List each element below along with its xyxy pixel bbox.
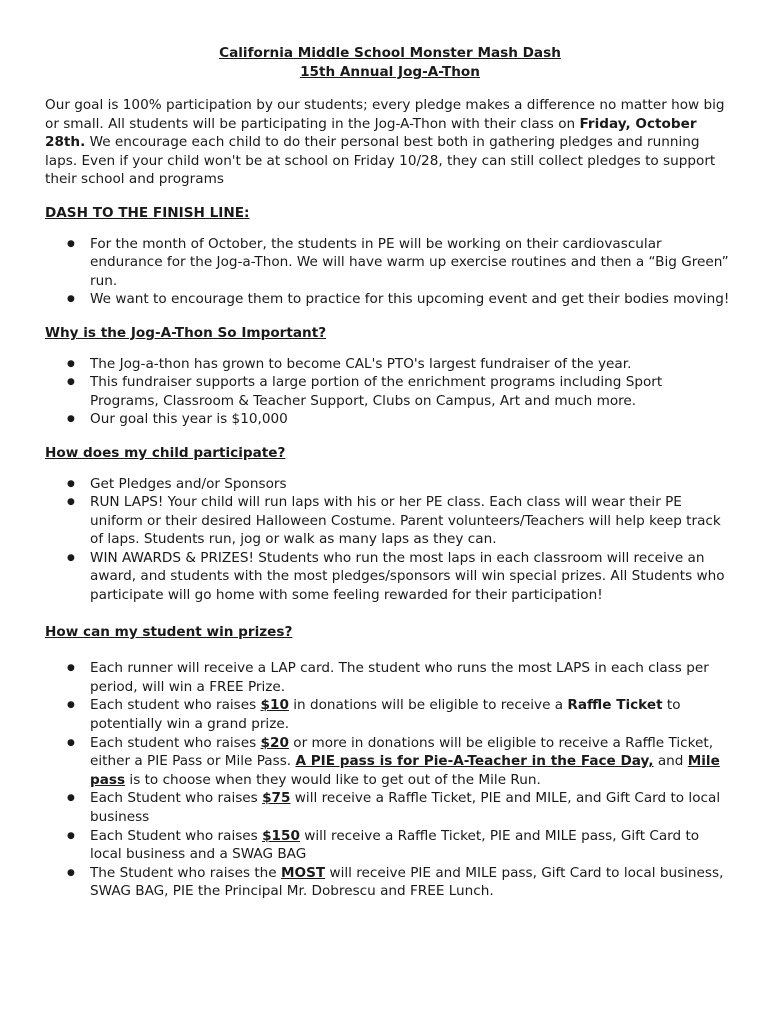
pie-pass-note: A PIE pass is for Pie-A-Teacher in the Face Day,: [295, 753, 654, 770]
document-subtitle: 15th Annual Jog-A-Thon: [300, 64, 480, 80]
dash-list: [45, 235, 735, 309]
raffle-ticket-label: Raffle Ticket: [567, 697, 663, 714]
prizes-heading: How can my student win prizes?: [45, 623, 293, 640]
prize-text: will receive a Raffle Ticket, PIE and MILE, and Gift Card to local business: [90, 790, 721, 825]
intro-paragraph: [45, 96, 735, 189]
prize-text: Each student who raises: [90, 734, 261, 751]
prize-text: Each Student who raises: [90, 790, 263, 807]
prize-text: Each Student who raises: [90, 827, 263, 844]
list-item: ● Get Pledges and/or Sponsors: [90, 475, 735, 494]
why-heading: Why is the Jog-A-Thon So Important?: [45, 324, 327, 341]
prize-text: Each student who raises: [90, 697, 261, 714]
list-item: [90, 789, 735, 826]
list-item: ● RUN LAPS! Your child will run laps with his or her PE class. Each class will wear their PE uniform or their desired Halloween Costume. Parent volunteers/Teachers will help keep track of laps. Students run, jog or walk as many laps as they can.: [90, 493, 735, 549]
prize-amount: $150: [262, 827, 300, 844]
how-list: [45, 475, 735, 605]
prize-text: The Student who raises the: [90, 864, 281, 881]
why-list: [45, 355, 735, 429]
prize-amount: $75: [262, 790, 291, 807]
list-item: ● Our goal this year is $10,000: [90, 410, 735, 429]
list-item: ● WIN AWARDS & PRIZES! Students who run the most laps in each classroom will receive an award, and students with the most pledges/sponsors will win special prizes. All Students who participate will go home with some feeling rewarded for their participation!: [90, 549, 735, 605]
document-title: California Middle School Monster Mash Dash: [219, 45, 561, 61]
list-item: [90, 827, 735, 864]
most-label: MOST: [280, 864, 326, 881]
intro-text-1: Our goal is 100% participation by our students; every pledge makes a difference no matter how big or small. All students will be participating in the Jog-A-Thon with their class on: [45, 97, 725, 132]
mile-pass-label: Mile pass: [90, 753, 720, 788]
prize-text: to potentially win a grand prize.: [90, 697, 681, 733]
prizes-list: [45, 659, 735, 901]
list-item: ● The Jog-a-thon has grown to become CAL's PTO's largest fundraiser of the year.: [90, 355, 735, 374]
prize-amount: $10: [260, 697, 289, 714]
prize-text: is to choose when they would like to get out of the Mile Run.: [125, 771, 541, 788]
prize-text: or more in donations will be eligible to receive a Raffle Ticket, either a PIE Pass or Mile Pass.: [90, 734, 714, 770]
intro-event-date: Friday, October 28th.: [45, 115, 697, 151]
list-item: ● For the month of October, the students in PE will be working on their cardiovascular endurance for the Jog-a-Thon. We will have warm up exercise routines and then a “Big Green” run.: [90, 235, 735, 291]
list-item: ● Each runner will receive a LAP card. The student who runs the most LAPS in each class per period, will win a FREE Prize.: [90, 659, 735, 696]
prize-amount: $20: [260, 734, 289, 751]
list-item: ● This fundraiser supports a large portion of the enrichment programs including Sport Programs, Classroom & Teacher Support, Clubs on Campus, Art and much more.: [90, 373, 735, 410]
prize-text: and: [653, 753, 688, 770]
how-heading: How does my child participate?: [45, 444, 286, 461]
list-item: [90, 734, 735, 790]
list-item: [90, 696, 735, 733]
prize-text: in donations will be eligible to receive a: [288, 697, 568, 714]
intro-text-2: We encourage each child to do their personal best both in gathering pledges and running laps. Even if your child won't be at school on Friday 10/28, they can still collect pledges to support their school and programs: [45, 134, 716, 188]
list-item: [90, 864, 735, 901]
prize-text: will receive a Raffle Ticket, PIE and MILE pass, Gift Card to local business and a SWAG BAG: [90, 827, 700, 863]
document-page: [45, 44, 735, 901]
list-item: ● We want to encourage them to practice for this upcoming event and get their bodies moving!: [90, 290, 735, 309]
dash-heading: DASH TO THE FINISH LINE:: [45, 204, 250, 221]
prize-text: will receive PIE and MILE pass, Gift Card to local business, SWAG BAG, PIE the Principal Mr. Dobrescu and FREE Lunch.: [90, 864, 724, 900]
